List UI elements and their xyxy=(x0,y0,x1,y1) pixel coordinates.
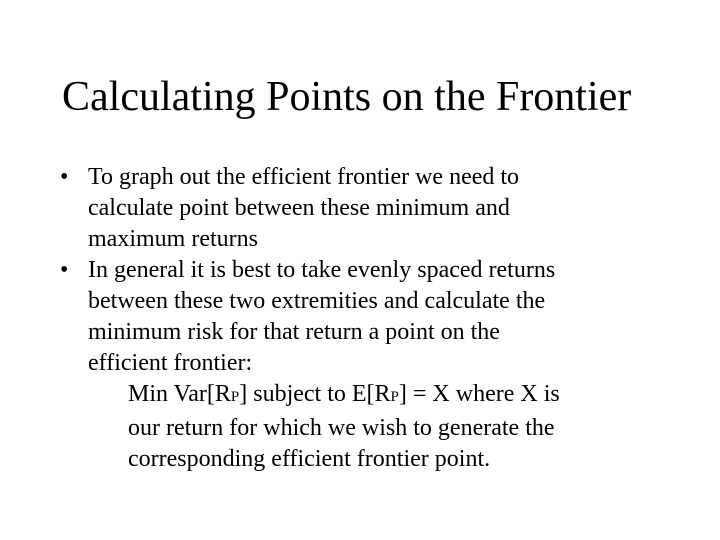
bullet-marker: • xyxy=(60,257,69,283)
bullet-line: between these two extremities and calculate the xyxy=(88,288,546,314)
bullet-line: minimum risk for that return a point on the xyxy=(88,319,500,345)
bullet-list xyxy=(60,162,560,475)
bullet-line: calculate point between these minimum and xyxy=(88,195,510,221)
formula-subscript: P xyxy=(390,389,399,405)
bullet-marker: • xyxy=(60,164,69,190)
bullet-item xyxy=(60,162,560,255)
formula-line-3: corresponding efficient frontier point. xyxy=(128,446,491,472)
formula-line-2: our return for which we wish to generate the xyxy=(128,415,555,441)
formula-subscript: P xyxy=(230,389,240,405)
bullet-line: In general it is best to take evenly spaced returns xyxy=(88,257,556,283)
formula-text: ] = X where X is xyxy=(398,381,560,407)
formula-line-1 xyxy=(128,379,560,413)
bullet-item xyxy=(60,255,560,379)
formula-text: ] subject to E[R xyxy=(239,381,391,407)
slide-title: Calculating Points on the Frontier xyxy=(62,74,632,120)
bullet-line: efficient frontier: xyxy=(88,350,253,376)
formula-text: Min Var[R xyxy=(128,381,231,407)
bullet-line: To graph out the efficient frontier we need to xyxy=(88,164,520,190)
bullet-line: maximum returns xyxy=(88,226,258,252)
formula-block xyxy=(60,379,560,475)
